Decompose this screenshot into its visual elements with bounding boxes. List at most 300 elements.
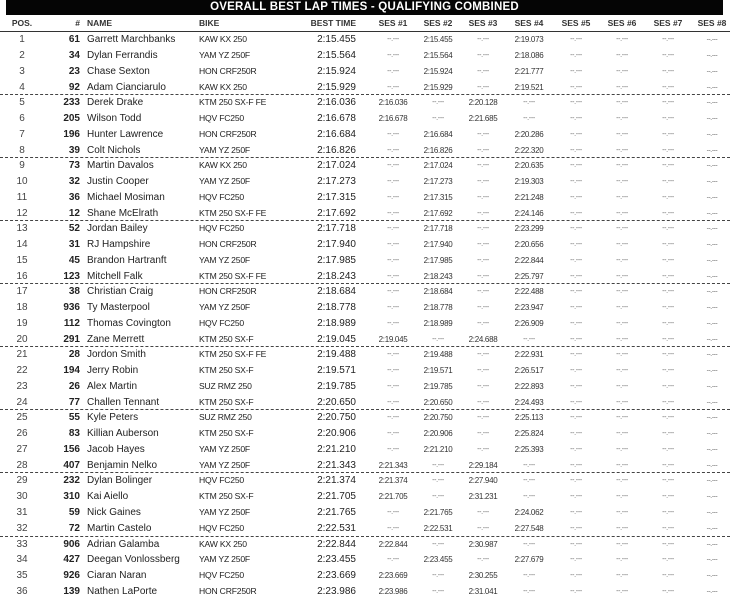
- rider-number-cell: 926: [63, 570, 80, 582]
- session-5-time-cell: --.---: [570, 67, 582, 75]
- session-6-time-cell: --.---: [616, 525, 628, 533]
- best-time-cell: 2:18.778: [317, 302, 356, 314]
- best-time-cell: 2:21.343: [317, 460, 356, 472]
- position-cell: 1: [19, 34, 25, 45]
- session-8-time-cell: --.---: [706, 256, 718, 264]
- session-1-time-cell: 2:23.669: [378, 571, 408, 581]
- session-4-time-cell: --.---: [523, 335, 535, 343]
- session-3-time-cell: --.---: [477, 272, 489, 280]
- bike-cell: YAM YZ 250F: [199, 444, 250, 455]
- session-7-time-cell: --.---: [662, 430, 674, 438]
- session-8-time-cell: --.---: [706, 509, 718, 517]
- session-8-time-cell: --.---: [706, 241, 718, 249]
- session-4-time-cell: 2:27.679: [514, 555, 544, 565]
- rider-number-cell: 139: [63, 586, 80, 598]
- session-7-time-cell: --.---: [662, 99, 674, 107]
- table-row: [0, 584, 730, 600]
- best-time-cell: 2:17.940: [317, 239, 356, 251]
- session-8-time-cell: --.---: [706, 114, 718, 122]
- session-8-time-cell: --.---: [706, 36, 718, 43]
- rider-number-cell: 310: [63, 491, 80, 503]
- session-7-time-cell: --.---: [662, 351, 674, 359]
- bike-cell: KAW KX 250: [199, 538, 247, 549]
- best-time-cell: 2:18.243: [317, 270, 356, 282]
- best-time-cell: 2:21.374: [317, 475, 356, 487]
- table-row: [0, 426, 730, 442]
- session-5-time-cell: --.---: [570, 383, 582, 391]
- session-1-time-cell: --.---: [387, 36, 399, 43]
- rider-name-cell: Wilson Todd: [87, 112, 142, 124]
- session-3-time-cell: --.---: [477, 304, 489, 312]
- session-5-time-cell: --.---: [570, 335, 582, 343]
- column-header-name: NAME: [87, 18, 113, 28]
- session-7-time-cell: --.---: [662, 320, 674, 328]
- rider-name-cell: Benjamin Nelko: [87, 460, 158, 472]
- session-6-time-cell: --.---: [616, 335, 628, 343]
- session-8-time-cell: --.---: [706, 398, 718, 406]
- session-5-time-cell: --.---: [570, 209, 582, 217]
- session-6-time-cell: --.---: [616, 178, 628, 186]
- session-7-time-cell: --.---: [662, 525, 674, 533]
- best-time-cell: 2:16.826: [317, 144, 356, 156]
- session-4-time-cell: 2:22.844: [514, 255, 544, 265]
- session-2-time-cell: --.---: [432, 540, 444, 548]
- session-7-time-cell: --.---: [662, 288, 674, 296]
- session-1-time-cell: --.---: [387, 351, 399, 359]
- session-4-time-cell: 2:24.062: [514, 508, 544, 518]
- column-header-ses-2: SES #2: [423, 18, 453, 28]
- rider-name-cell: Ty Masterpool: [87, 302, 150, 314]
- session-8-time-cell: --.---: [706, 304, 718, 312]
- session-4-time-cell: --.---: [523, 477, 535, 485]
- rider-number-cell: 196: [63, 128, 80, 140]
- best-time-cell: 2:23.669: [317, 570, 356, 582]
- bike-cell: HQV FC250: [199, 318, 245, 329]
- best-time-cell: 2:17.692: [317, 207, 356, 219]
- session-2-time-cell: --.---: [432, 477, 444, 485]
- session-8-time-cell: --.---: [706, 477, 718, 485]
- rider-number-cell: 45: [68, 254, 80, 266]
- position-cell: 28: [16, 460, 28, 472]
- table-row: [0, 521, 730, 536]
- session-1-time-cell: --.---: [387, 304, 399, 312]
- session-3-time-cell: 2:24.688: [468, 334, 498, 344]
- session-1-time-cell: --.---: [387, 414, 399, 422]
- session-7-time-cell: --.---: [662, 241, 674, 249]
- session-6-time-cell: --.---: [616, 256, 628, 264]
- session-1-time-cell: --.---: [387, 162, 399, 170]
- session-4-time-cell: 2:26.909: [514, 319, 544, 329]
- position-cell: 34: [16, 554, 28, 566]
- session-6-time-cell: --.---: [616, 36, 628, 43]
- session-6-time-cell: --.---: [616, 67, 628, 75]
- rider-name-cell: Martin Castelo: [87, 523, 152, 535]
- session-2-time-cell: 2:19.571: [423, 366, 453, 376]
- session-7-time-cell: --.---: [662, 209, 674, 217]
- session-5-time-cell: --.---: [570, 193, 582, 201]
- session-4-time-cell: 2:25.393: [514, 445, 544, 455]
- session-2-time-cell: 2:16.684: [423, 129, 453, 139]
- rider-number-cell: 52: [68, 223, 80, 235]
- session-4-time-cell: 2:21.248: [514, 192, 544, 202]
- session-7-time-cell: --.---: [662, 272, 674, 280]
- rider-name-cell: Deegan Vonlossberg: [87, 554, 180, 566]
- table-row: [0, 300, 730, 316]
- position-cell: 18: [16, 302, 28, 314]
- table-row: [0, 537, 730, 553]
- rider-name-cell: Adrian Galamba: [87, 538, 160, 550]
- session-2-time-cell: --.---: [432, 462, 444, 470]
- table-row: [0, 64, 730, 80]
- session-5-time-cell: --.---: [570, 367, 582, 375]
- rider-name-cell: Jordon Smith: [87, 349, 146, 361]
- rider-name-cell: Nick Gaines: [87, 507, 141, 519]
- session-1-time-cell: --.---: [387, 178, 399, 186]
- rider-number-cell: 112: [63, 318, 80, 330]
- session-3-time-cell: 2:27.940: [468, 476, 498, 486]
- session-2-time-cell: --.---: [432, 572, 444, 580]
- session-5-time-cell: --.---: [570, 477, 582, 485]
- session-2-time-cell: 2:18.989: [423, 319, 453, 329]
- session-5-time-cell: --.---: [570, 540, 582, 548]
- session-4-time-cell: 2:26.517: [514, 366, 544, 376]
- rider-name-cell: Alex Martin: [87, 381, 138, 393]
- rider-name-cell: Jordan Bailey: [87, 223, 148, 235]
- session-8-time-cell: --.---: [706, 430, 718, 438]
- session-2-time-cell: 2:20.650: [423, 397, 453, 407]
- bike-cell: HQV FC250: [199, 475, 245, 486]
- rider-number-cell: 34: [68, 49, 80, 61]
- session-8-time-cell: --.---: [706, 225, 718, 233]
- best-time-cell: 2:18.989: [317, 318, 356, 330]
- rider-name-cell: RJ Hampshire: [87, 239, 151, 251]
- position-cell: 24: [16, 396, 28, 408]
- bike-cell: KTM 250 SX-F: [199, 333, 254, 344]
- table-row: [0, 158, 730, 174]
- best-time-cell: 2:23.455: [317, 554, 356, 566]
- session-2-time-cell: --.---: [432, 99, 444, 107]
- session-4-time-cell: 2:20.656: [514, 240, 544, 250]
- session-7-time-cell: --.---: [662, 588, 674, 596]
- session-4-time-cell: --.---: [523, 493, 535, 501]
- rider-number-cell: 23: [68, 65, 80, 77]
- position-cell: 14: [16, 239, 28, 251]
- session-8-time-cell: --.---: [706, 540, 718, 548]
- position-cell: 8: [19, 144, 25, 156]
- session-2-time-cell: 2:23.455: [423, 555, 453, 565]
- session-7-time-cell: --.---: [662, 509, 674, 517]
- session-1-time-cell: --.---: [387, 398, 399, 406]
- column-header-ses-1: SES #1: [378, 18, 408, 28]
- table-row: [0, 458, 730, 473]
- position-cell: 9: [19, 160, 25, 172]
- session-3-time-cell: --.---: [477, 241, 489, 249]
- session-8-time-cell: --.---: [706, 146, 718, 154]
- session-5-time-cell: --.---: [570, 225, 582, 233]
- session-6-time-cell: --.---: [616, 430, 628, 438]
- best-time-cell: 2:20.650: [317, 396, 356, 408]
- session-4-time-cell: --.---: [523, 462, 535, 470]
- table-row: [0, 206, 730, 221]
- table-row: [0, 284, 730, 300]
- session-8-time-cell: --.---: [706, 288, 718, 296]
- rider-name-cell: Brandon Hartranft: [87, 254, 167, 266]
- session-8-time-cell: --.---: [706, 209, 718, 217]
- session-7-time-cell: --.---: [662, 51, 674, 59]
- position-cell: 15: [16, 254, 28, 266]
- session-3-time-cell: --.---: [477, 414, 489, 422]
- session-2-time-cell: 2:17.024: [423, 161, 453, 171]
- bike-cell: YAM YZ 250F: [199, 144, 250, 155]
- best-time-cell: 2:19.045: [317, 333, 356, 345]
- session-2-time-cell: 2:17.940: [423, 240, 453, 250]
- table-row: [0, 174, 730, 190]
- session-1-time-cell: --.---: [387, 367, 399, 375]
- session-1-time-cell: 2:22.844: [378, 539, 408, 549]
- session-3-time-cell: --.---: [477, 256, 489, 264]
- bike-cell: KAW KX 250: [199, 81, 247, 92]
- column-header-number: #: [75, 18, 80, 28]
- session-2-time-cell: 2:15.929: [423, 82, 453, 92]
- bike-cell: YAM YZ 250F: [199, 176, 250, 187]
- session-3-time-cell: 2:31.231: [468, 492, 498, 502]
- session-4-time-cell: 2:24.493: [514, 397, 544, 407]
- session-6-time-cell: --.---: [616, 209, 628, 217]
- bike-cell: KTM 250 SX-F: [199, 365, 254, 376]
- session-5-time-cell: --.---: [570, 146, 582, 154]
- session-3-time-cell: --.---: [477, 36, 489, 43]
- bike-cell: KTM 250 SX-F FE: [199, 270, 267, 281]
- session-3-time-cell: --.---: [477, 288, 489, 296]
- session-4-time-cell: 2:19.521: [514, 82, 544, 92]
- results-table-body: [0, 32, 730, 600]
- best-time-cell: 2:20.906: [317, 428, 356, 440]
- session-6-time-cell: --.---: [616, 288, 628, 296]
- session-4-time-cell: 2:19.303: [514, 177, 544, 187]
- rider-name-cell: Zane Merrett: [87, 333, 145, 345]
- session-2-time-cell: 2:16.826: [423, 145, 453, 155]
- rider-number-cell: 156: [63, 444, 80, 456]
- session-2-time-cell: --.---: [432, 493, 444, 501]
- rider-name-cell: Thomas Covington: [87, 318, 171, 330]
- session-7-time-cell: --.---: [662, 36, 674, 43]
- session-2-time-cell: 2:20.906: [423, 429, 453, 439]
- rider-name-cell: Shane McElrath: [87, 207, 159, 219]
- session-8-time-cell: --.---: [706, 320, 718, 328]
- session-2-time-cell: 2:22.531: [423, 524, 453, 534]
- session-7-time-cell: --.---: [662, 540, 674, 548]
- rider-number-cell: 83: [68, 428, 80, 440]
- session-1-time-cell: --.---: [387, 51, 399, 59]
- rider-name-cell: Michael Mosiman: [87, 191, 165, 203]
- table-row: [0, 127, 730, 143]
- bike-cell: KTM 250 SX-F: [199, 491, 254, 502]
- table-row: [0, 489, 730, 505]
- session-1-time-cell: 2:16.678: [378, 113, 408, 123]
- position-cell: 19: [16, 318, 28, 330]
- session-3-time-cell: 2:20.128: [468, 98, 498, 108]
- session-3-time-cell: --.---: [477, 162, 489, 170]
- rider-name-cell: Christian Craig: [87, 286, 154, 298]
- session-8-time-cell: --.---: [706, 367, 718, 375]
- rider-number-cell: 39: [68, 144, 80, 156]
- session-6-time-cell: --.---: [616, 193, 628, 201]
- session-2-time-cell: 2:17.985: [423, 255, 453, 265]
- bike-cell: YAM YZ 250F: [199, 254, 250, 265]
- session-6-time-cell: --.---: [616, 367, 628, 375]
- position-cell: 26: [16, 428, 28, 440]
- table-row: [0, 32, 730, 48]
- session-4-time-cell: --.---: [523, 588, 535, 596]
- session-3-time-cell: --.---: [477, 446, 489, 454]
- position-cell: 17: [16, 286, 28, 298]
- session-7-time-cell: --.---: [662, 225, 674, 233]
- position-cell: 23: [16, 381, 28, 393]
- table-row: [0, 190, 730, 206]
- session-8-time-cell: --.---: [706, 193, 718, 201]
- session-4-time-cell: 2:20.286: [514, 129, 544, 139]
- position-cell: 31: [16, 507, 28, 519]
- session-5-time-cell: --.---: [570, 99, 582, 107]
- column-header-ses-7: SES #7: [653, 18, 683, 28]
- column-header-bike: BIKE: [199, 18, 220, 28]
- session-5-time-cell: --.---: [570, 162, 582, 170]
- session-3-time-cell: --.---: [477, 225, 489, 233]
- session-3-time-cell: 2:29.184: [468, 461, 498, 471]
- session-4-time-cell: --.---: [523, 540, 535, 548]
- session-1-time-cell: --.---: [387, 430, 399, 438]
- session-3-time-cell: --.---: [477, 383, 489, 391]
- session-4-time-cell: 2:27.548: [514, 524, 544, 534]
- session-3-time-cell: --.---: [477, 525, 489, 533]
- position-cell: 3: [19, 65, 25, 77]
- session-8-time-cell: --.---: [706, 130, 718, 138]
- bike-cell: KAW KX 250: [199, 160, 247, 171]
- session-6-time-cell: --.---: [616, 241, 628, 249]
- column-header-ses-8: SES #8: [697, 18, 727, 28]
- session-3-time-cell: --.---: [477, 146, 489, 154]
- session-5-time-cell: --.---: [570, 572, 582, 580]
- session-6-time-cell: --.---: [616, 130, 628, 138]
- bike-cell: KAW KX 250: [199, 34, 247, 44]
- session-5-time-cell: --.---: [570, 130, 582, 138]
- session-1-time-cell: --.---: [387, 241, 399, 249]
- session-1-time-cell: --.---: [387, 225, 399, 233]
- session-5-time-cell: --.---: [570, 36, 582, 43]
- session-2-time-cell: --.---: [432, 588, 444, 596]
- rider-number-cell: 233: [63, 97, 80, 109]
- best-time-cell: 2:17.273: [317, 176, 356, 188]
- table-row: [0, 95, 730, 111]
- session-6-time-cell: --.---: [616, 446, 628, 454]
- rider-name-cell: Martin Davalos: [87, 160, 154, 172]
- column-header-ses-4: SES #4: [514, 18, 544, 28]
- session-7-time-cell: --.---: [662, 493, 674, 501]
- session-2-time-cell: 2:15.924: [423, 66, 453, 76]
- session-3-time-cell: --.---: [477, 209, 489, 217]
- session-1-time-cell: --.---: [387, 509, 399, 517]
- rider-name-cell: Derek Drake: [87, 97, 144, 109]
- session-5-time-cell: --.---: [570, 588, 582, 596]
- session-7-time-cell: --.---: [662, 146, 674, 154]
- bike-cell: HQV FC250: [199, 570, 245, 581]
- bike-cell: HON CRF250R: [199, 65, 257, 76]
- table-row: [0, 143, 730, 158]
- session-5-time-cell: --.---: [570, 114, 582, 122]
- session-8-time-cell: --.---: [706, 99, 718, 107]
- session-1-time-cell: --.---: [387, 67, 399, 75]
- rider-name-cell: Jacob Hayes: [87, 444, 145, 456]
- session-1-time-cell: --.---: [387, 446, 399, 454]
- session-4-time-cell: 2:24.146: [514, 208, 544, 218]
- session-1-time-cell: 2:21.705: [378, 492, 408, 502]
- session-3-time-cell: --.---: [477, 509, 489, 517]
- session-3-time-cell: --.---: [477, 51, 489, 59]
- best-time-cell: 2:21.705: [317, 491, 356, 503]
- rider-name-cell: Kai Aiello: [87, 491, 129, 503]
- session-8-time-cell: --.---: [706, 383, 718, 391]
- session-8-time-cell: --.---: [706, 51, 718, 59]
- session-3-time-cell: 2:30.255: [468, 571, 498, 581]
- position-cell: 2: [19, 49, 25, 61]
- bike-cell: YAM YZ 250F: [199, 554, 250, 565]
- session-6-time-cell: --.---: [616, 351, 628, 359]
- best-time-cell: 2:19.785: [317, 381, 356, 393]
- session-6-time-cell: --.---: [616, 477, 628, 485]
- session-4-time-cell: 2:19.073: [514, 35, 544, 44]
- session-7-time-cell: --.---: [662, 178, 674, 186]
- column-header-best-time: BEST TIME: [310, 18, 356, 28]
- bike-cell: KTM 250 SX-F FE: [199, 349, 267, 360]
- session-1-time-cell: --.---: [387, 320, 399, 328]
- session-8-time-cell: --.---: [706, 572, 718, 580]
- rider-number-cell: 936: [63, 302, 80, 314]
- session-4-time-cell: 2:21.777: [514, 66, 544, 76]
- best-time-cell: 2:21.765: [317, 507, 356, 519]
- table-row: [0, 395, 730, 410]
- session-8-time-cell: --.---: [706, 272, 718, 280]
- bike-cell: KTM 250 SX-F: [199, 428, 254, 439]
- session-8-time-cell: --.---: [706, 493, 718, 501]
- session-2-time-cell: 2:17.718: [423, 224, 453, 234]
- best-time-cell: 2:15.564: [317, 49, 356, 61]
- session-2-time-cell: 2:18.243: [423, 271, 453, 281]
- session-8-time-cell: --.---: [706, 462, 718, 470]
- bike-cell: HON CRF250R: [199, 586, 257, 597]
- session-8-time-cell: --.---: [706, 162, 718, 170]
- session-8-time-cell: --.---: [706, 414, 718, 422]
- session-6-time-cell: --.---: [616, 398, 628, 406]
- session-1-time-cell: 2:21.374: [378, 476, 408, 486]
- session-6-time-cell: --.---: [616, 588, 628, 596]
- best-time-cell: 2:19.571: [317, 365, 356, 377]
- session-4-time-cell: 2:25.797: [514, 271, 544, 281]
- rider-number-cell: 906: [63, 538, 80, 550]
- table-row: [0, 379, 730, 395]
- bike-cell: KTM 250 SX-F FE: [199, 97, 267, 108]
- rider-name-cell: Nathen LaPorte: [87, 586, 158, 598]
- session-7-time-cell: --.---: [662, 556, 674, 564]
- session-1-time-cell: --.---: [387, 272, 399, 280]
- bike-cell: HON CRF250R: [199, 128, 257, 139]
- session-3-time-cell: 2:30.987: [468, 539, 498, 549]
- session-2-time-cell: --.---: [432, 114, 444, 122]
- session-1-time-cell: --.---: [387, 525, 399, 533]
- session-3-time-cell: --.---: [477, 556, 489, 564]
- session-7-time-cell: --.---: [662, 477, 674, 485]
- session-2-time-cell: 2:21.765: [423, 508, 453, 518]
- session-4-time-cell: 2:18.086: [514, 50, 544, 60]
